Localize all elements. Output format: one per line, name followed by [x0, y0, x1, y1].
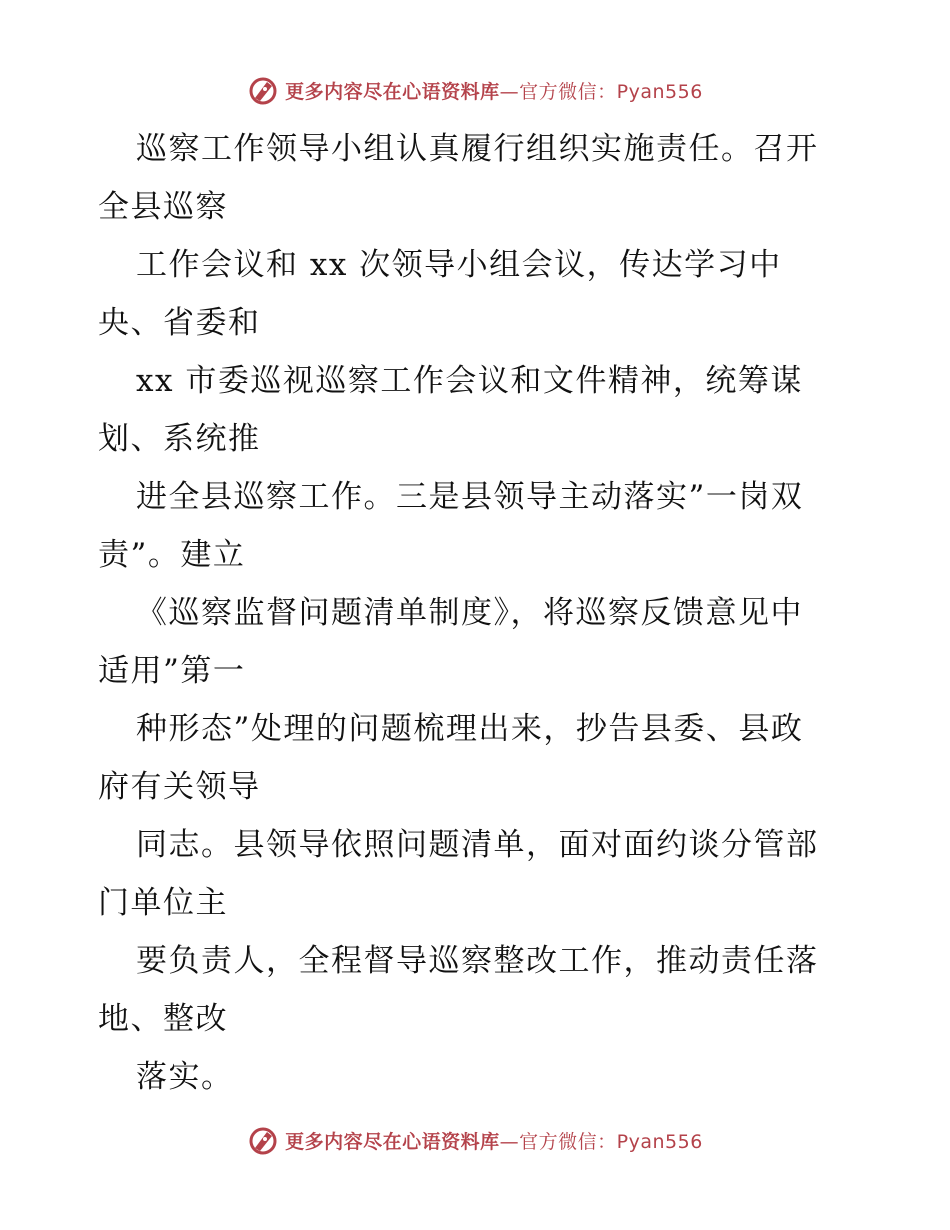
pen-nib-circle-icon [247, 74, 279, 106]
text-line: 要负责人，全程督导巡察整改工作，推动责任落 [136, 943, 819, 979]
watermark-brand: 更多内容尽在心语资料库 [285, 1130, 500, 1153]
text-line: 同志。县领导依照问题清单，面对面约谈分管部 [136, 827, 819, 863]
text-line: 地、整改 [98, 1001, 228, 1037]
text-line: 责”。建立 [98, 537, 246, 573]
watermark-contact: 官方微信：Pyan556 [519, 80, 703, 103]
watermark-separator: — [499, 1130, 520, 1153]
text-line: 进全县巡察工作。三是县领导主动落实”一岗双 [136, 479, 804, 515]
text-line: 适用”第一 [98, 653, 246, 689]
text-line: 府有关领导 [98, 769, 261, 805]
footer-watermark [0, 1120, 950, 1160]
text-line: 全县巡察 [98, 189, 228, 225]
text-line: 门单位主 [98, 885, 228, 921]
text-line: xx 市委巡视巡察工作会议和文件精神，统筹谋 [136, 363, 803, 399]
document-body [98, 120, 858, 1106]
watermark-brand: 更多内容尽在心语资料库 [285, 80, 500, 103]
text-line: 《巡察监督问题清单制度》，将巡察反馈意见中 [136, 595, 803, 631]
text-line: 巡察工作领导小组认真履行组织实施责任。召开 [136, 131, 819, 167]
watermark-contact: 官方微信：Pyan556 [519, 1130, 703, 1153]
text-line: 划、系统推 [98, 421, 261, 457]
text-line: 种形态”处理的问题梳理出来，抄告县委、县政 [136, 711, 804, 747]
watermark-separator: — [499, 80, 520, 103]
text-line: 落实。 [136, 1059, 234, 1095]
text-line: 工作会议和 xx 次领导小组会议，传达学习中 [136, 247, 782, 283]
pen-nib-circle-icon [247, 1124, 279, 1156]
text-line: 央、省委和 [98, 305, 261, 341]
header-watermark [0, 70, 950, 110]
